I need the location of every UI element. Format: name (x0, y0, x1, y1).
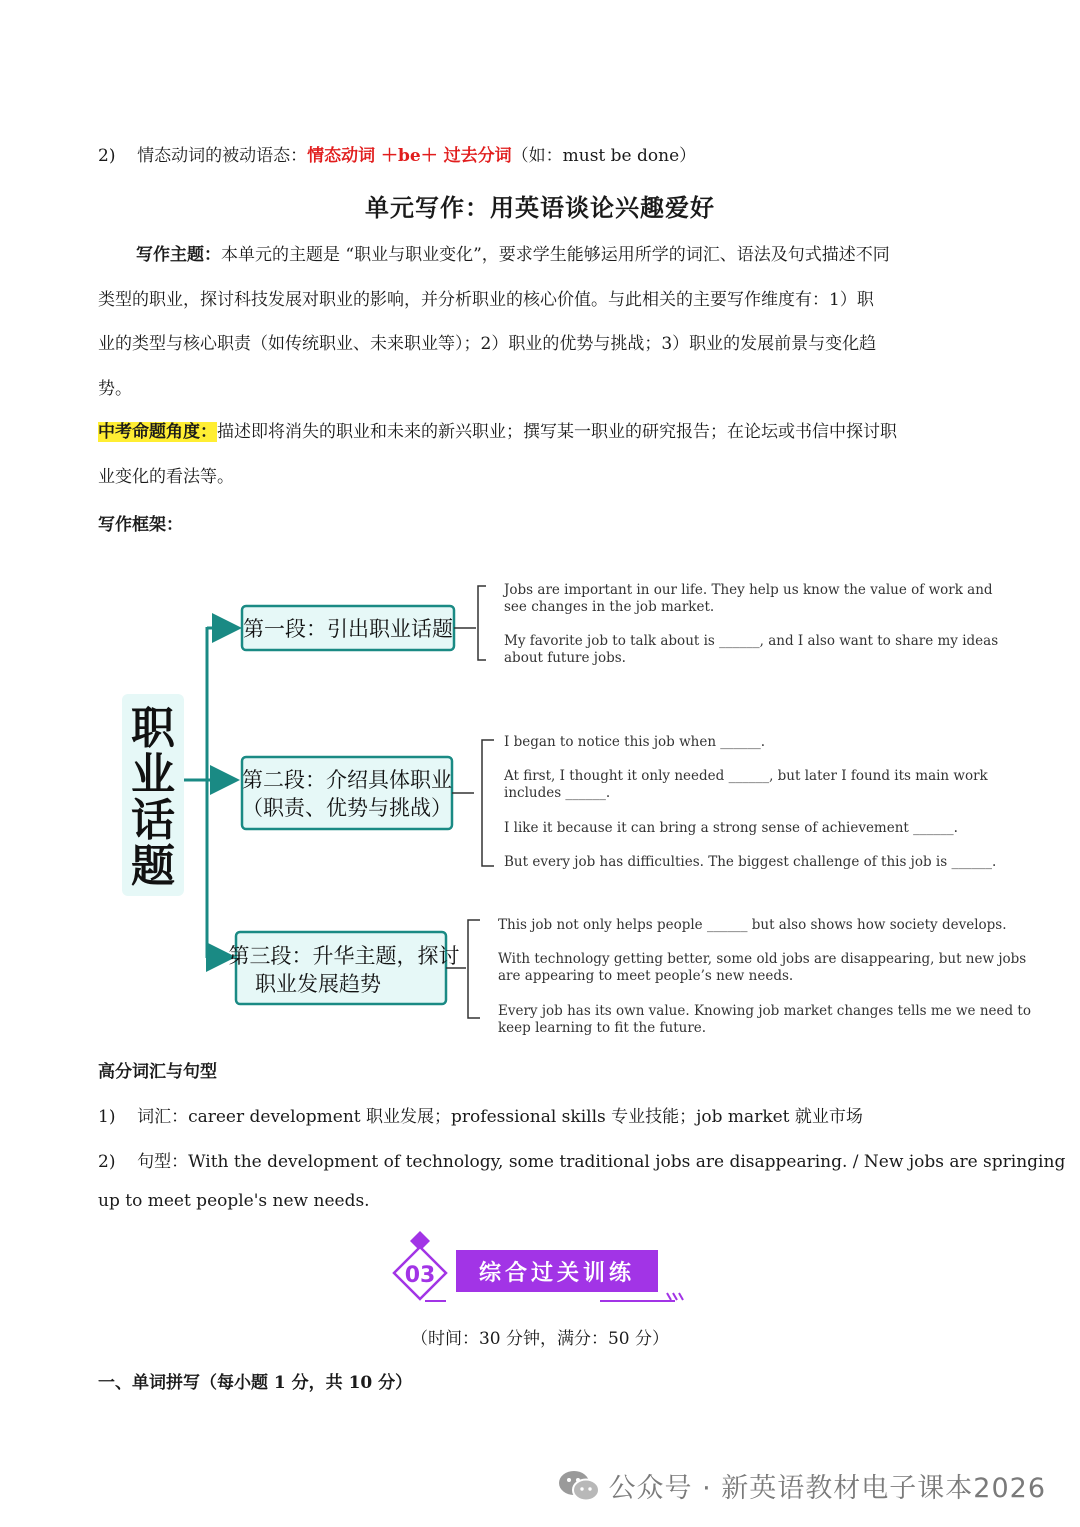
item-label: 情态动词的被动语态： (137, 146, 308, 166)
theme-paragraph (98, 233, 984, 411)
sentence-line: about future jobs. (504, 650, 626, 666)
sentence-line: My favorite job to talk about is ______, and I also want to share my ideas (504, 633, 999, 649)
item-number: 2) (98, 146, 116, 166)
topic-text (131, 703, 176, 892)
sentence-line: are appearing to meet people’s new needs. (498, 968, 794, 984)
badge-number: 03 (404, 1263, 436, 1288)
sentence-line: I began to notice this job when ______. (504, 734, 766, 750)
theme-line-3: 业的类型与核心职责（如传统职业、未来职业等）；2）职业的优势与挑战；3）职业的发展前景与变化趋 (98, 334, 877, 354)
part1-title: 一、单词拼写（每小题 1 分，共 10 分） (98, 1373, 413, 1393)
vocab-item-1 (98, 1102, 863, 1127)
topic-char: 题 (131, 841, 175, 892)
sentence-line: keep learning to fit the future. (498, 1020, 707, 1036)
vocab-title: 高分词汇与句型 (98, 1062, 217, 1082)
sentence-line: With technology getting better, some old jobs are disappearing, but new jobs (498, 951, 1027, 967)
bracket-2 (482, 740, 494, 866)
topic-char: 话 (131, 795, 175, 846)
footer-text: 公众号 · 新英语教材电子课本2026 (608, 1473, 1046, 1504)
topic-char: 业 (131, 749, 175, 800)
section-2-label-line-2: （职责、优势与挑战） (242, 796, 452, 820)
sentence-line: But every job has difficulties. The biggest challenge of this job is ______. (504, 854, 997, 870)
section-2-sentences (503, 734, 996, 870)
bracket-3 (468, 920, 480, 1018)
item-formula: 情态动词 ＋be＋ 过去分词 (307, 146, 512, 166)
writing-framework-diagram (0, 560, 1080, 1050)
exam-line-2: 业变化的看法等。 (98, 466, 234, 487)
vocab-item-2-cont: up to meet people's new needs. (98, 1191, 370, 1211)
section-1-label: 第一段：引出职业话题 (243, 617, 453, 641)
exam-angle-paragraph (98, 410, 984, 499)
section-3-sentences (498, 917, 1031, 1036)
theme-label: 写作主题： (136, 245, 221, 265)
item-number: 1) (98, 1107, 116, 1127)
theme-line-4: 势。 (98, 378, 132, 399)
section-3-label-line-2: 职业发展趋势 (255, 972, 381, 996)
item-example: （如：must be done） (511, 146, 697, 166)
framework-label: 写作框架： (98, 515, 183, 535)
footer-watermark (557, 1466, 1046, 1505)
bracket-1 (478, 586, 486, 660)
badge-title: 综合过关训练 (478, 1261, 636, 1286)
section-2-label-line-1: 第二段：介绍具体职业 (242, 768, 452, 792)
sentence-line: I like it because it can bring a strong sense of achievement ______. (504, 820, 958, 836)
sentence-line: At first, I thought it only needed ______, but later I found its main work (504, 768, 988, 784)
exam-line-1: 描述即将消失的职业和未来的新兴职业；撰写某一职业的研究报告；在论坛或书信中探讨职 (217, 422, 897, 442)
sentence-line: see changes in the job market. (504, 599, 715, 615)
exam-label: 中考命题角度： (98, 422, 217, 442)
section-title: 单元写作：用英语谈论兴趣爱好 (365, 193, 715, 222)
time-note: （时间：30 分钟，满分：50 分） (410, 1329, 670, 1349)
sentence-line: Jobs are important in our life. They help us know the value of work and (504, 582, 993, 598)
topic-char: 职 (131, 703, 175, 754)
item-number: 2) (98, 1152, 116, 1172)
vocab-words: 词汇：career development 职业发展；professional skills 专业技能；job market 就业市场 (137, 1107, 863, 1127)
theme-line-2: 类型的职业，探讨科技发展对职业的影响，并分析职业的核心价值。与此相关的主要写作维度有：1）职 (98, 289, 874, 310)
sentence-line: Every job has its own value. Knowing job market changes tells me we need to (498, 1003, 1031, 1019)
sentence-line: includes ______. (504, 785, 611, 801)
section-3-label-line-1: 第三段：升华主题，探讨 (228, 944, 460, 968)
sentence-line: This job not only helps people ______ but also shows how society develops. (498, 917, 1007, 933)
section-badge (0, 1225, 1080, 1315)
vocab-sentence: 句型：With the development of technology, some traditional jobs are disappearing. / New jobs are springing (137, 1152, 1066, 1172)
vocab-item-2 (98, 1147, 1065, 1172)
section-1-sentences (502, 582, 998, 666)
theme-line-1: 本单元的主题是 “职业与职业变化”，要求学生能够运用所学的词汇、语法及句式描述不同 (221, 245, 890, 265)
wechat-icon (557, 1469, 601, 1503)
passive-voice-item (98, 141, 696, 166)
decor-ticks (667, 1293, 683, 1300)
